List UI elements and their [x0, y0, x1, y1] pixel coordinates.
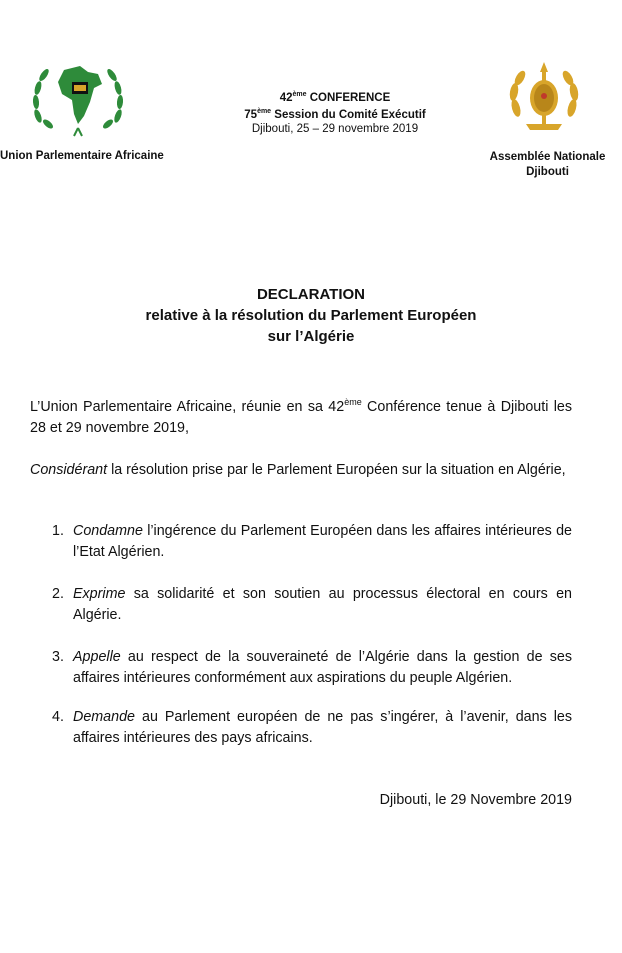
- right-org-line1: Assemblée Nationale: [489, 151, 606, 163]
- list-item: [52, 707, 572, 749]
- title-line1: DECLARATION: [256, 286, 366, 303]
- conference-header: [200, 88, 470, 136]
- africa-laurel-logo-icon: [28, 58, 128, 143]
- item-rest: au Parlement européen de ne pas s’ingérer, à l’avenir, dans les affaires intérieures des pays africains.: [73, 709, 572, 746]
- item-text: [73, 707, 572, 749]
- item-number: 4.: [52, 709, 64, 725]
- conference-label: CONFERENCE: [309, 91, 391, 104]
- list-item: [52, 584, 572, 626]
- session-sup: ème: [257, 107, 272, 115]
- item-rest: sa solidarité et son soutien au processus électoral en cours en Algérie.: [73, 586, 572, 623]
- item-verb: Demande: [73, 709, 135, 725]
- conference-dates: Djibouti, 25 – 29 novembre 2019: [251, 122, 419, 135]
- session-line: [200, 105, 470, 122]
- item-verb: Condamne: [73, 523, 143, 539]
- considering-text: la résolution prise par le Parlement Européen sur la situation en Algérie,: [107, 462, 566, 478]
- intro-p1-b: Conférence tenue à Djibouti les 28 et 29 novembre 2019,: [30, 399, 572, 436]
- list-item: [52, 521, 572, 563]
- conference-line: [200, 88, 470, 105]
- item-verb: Exprime: [73, 586, 126, 602]
- considering-paragraph: [30, 460, 572, 481]
- session-number: 75: [244, 108, 258, 121]
- djibouti-emblem-icon: [504, 58, 584, 143]
- closing-date: Djibouti, le 29 Novembre 2019: [379, 792, 572, 808]
- conference-number: 42: [279, 91, 293, 104]
- item-verb: Appelle: [73, 649, 121, 665]
- left-org-name: Union Parlementaire Africaine: [0, 150, 164, 162]
- item-rest: l’ingérence du Parlement Européen dans les affaires intérieures de l’Etat Algérien.: [73, 523, 572, 560]
- item-number: 3.: [52, 649, 64, 665]
- intro-paragraph: [30, 397, 572, 439]
- item-number: 1.: [52, 523, 64, 539]
- right-org-line2: Djibouti: [526, 166, 569, 178]
- conference-sup: ème: [292, 91, 307, 98]
- declaration-title: [60, 284, 562, 347]
- right-org-name: [470, 150, 622, 180]
- item-text: [73, 584, 572, 626]
- item-rest: au respect de la souveraineté de l’Algérie dans la gestion de ses affaires intérieures conformément aux aspirations du peuple Algérien.: [73, 649, 572, 686]
- intro-p1-sup: ème: [344, 397, 362, 408]
- item-text: [73, 647, 572, 689]
- intro-p1-a: L’Union Parlementaire Africaine, réunie en sa 42: [30, 399, 345, 415]
- title-line3: sur l’Algérie: [267, 328, 355, 345]
- title-line2: relative à la résolution du Parlement Européen: [145, 307, 477, 324]
- item-text: [73, 521, 572, 563]
- list-item: [52, 647, 572, 689]
- considering-verb: Considérant: [30, 462, 108, 478]
- item-number: 2.: [52, 586, 64, 602]
- session-label: Session du Comité Exécutif: [274, 108, 426, 121]
